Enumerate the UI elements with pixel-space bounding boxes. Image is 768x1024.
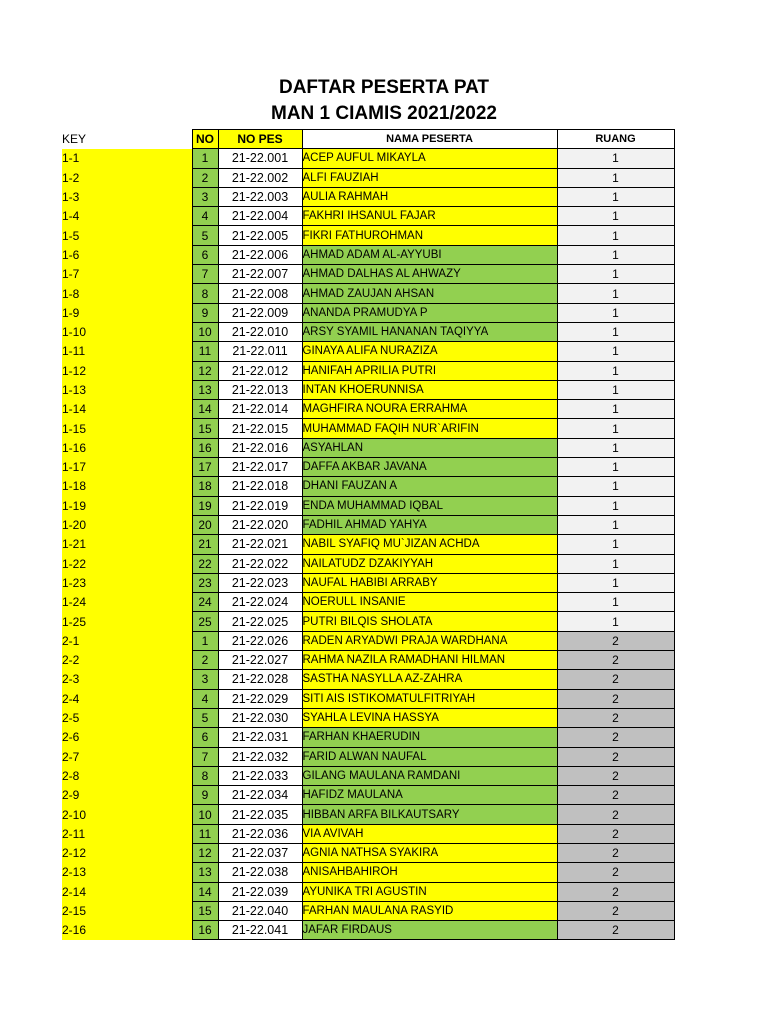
table-row [62,400,674,419]
table-row [62,265,674,284]
key-cell: 1-23 [62,573,192,592]
nama-cell: PUTRI BILQIS SHOLATA [302,612,557,631]
no-pes-cell: 21-22.023 [218,573,302,592]
no-cell: 13 [192,380,218,399]
no-cell: 15 [192,901,218,920]
participant-table [62,129,675,940]
nama-cell: INTAN KHOERUNNISA [302,380,557,399]
no-cell: 7 [192,265,218,284]
table-row [62,689,674,708]
table-row [62,747,674,766]
key-cell: 1-5 [62,226,192,245]
ruang-cell: 1 [557,496,674,515]
key-cell: 2-8 [62,766,192,785]
nama-cell: RAHMA NAZILA RAMADHANI HILMAN [302,651,557,670]
no-pes-cell: 21-22.036 [218,824,302,843]
no-pes-cell: 21-22.040 [218,901,302,920]
nama-cell: NAILATUDZ DZAKIYYAH [302,554,557,573]
ruang-cell: 2 [557,631,674,650]
ruang-cell: 2 [557,901,674,920]
key-cell: 2-16 [62,921,192,940]
ruang-cell: 1 [557,593,674,612]
key-cell: 2-11 [62,824,192,843]
ruang-cell: 1 [557,438,674,457]
nama-cell: NABIL SYAFIQ MU`JIZAN ACHDA [302,535,557,554]
ruang-cell: 1 [557,515,674,534]
no-cell: 6 [192,728,218,747]
key-cell: 1-13 [62,380,192,399]
ruang-cell: 2 [557,651,674,670]
table-row [62,342,674,361]
nama-cell: GINAYA ALIFA NURAZIZA [302,342,557,361]
table-row [62,496,674,515]
key-cell: 2-10 [62,805,192,824]
no-pes-cell: 21-22.033 [218,766,302,785]
table-row [62,824,674,843]
no-pes-cell: 21-22.028 [218,670,302,689]
ruang-cell: 2 [557,921,674,940]
table-row [62,901,674,920]
header-row [62,130,674,149]
ruang-cell: 1 [557,535,674,554]
table-row [62,863,674,882]
no-cell: 7 [192,747,218,766]
nama-cell: SYAHLA LEVINA HASSYA [302,708,557,727]
table-row [62,843,674,862]
table-row [62,477,674,496]
key-cell: 2-3 [62,670,192,689]
page-title: DAFTAR PESERTA PAT [278,77,490,98]
ruang-cell: 1 [557,554,674,573]
no-cell: 1 [192,149,218,168]
no-cell: 8 [192,284,218,303]
no-pes-cell: 21-22.019 [218,496,302,515]
table-row [62,149,674,168]
header-no-pes: NO PES [218,130,302,149]
key-cell: 1-18 [62,477,192,496]
no-cell: 11 [192,824,218,843]
ruang-cell: 2 [557,747,674,766]
ruang-cell: 2 [557,805,674,824]
table-row [62,380,674,399]
table-row [62,631,674,650]
no-pes-cell: 21-22.041 [218,921,302,940]
no-pes-cell: 21-22.013 [218,380,302,399]
table-row [62,419,674,438]
key-cell: 1-9 [62,303,192,322]
no-pes-cell: 21-22.003 [218,187,302,206]
no-pes-cell: 21-22.038 [218,863,302,882]
ruang-cell: 2 [557,786,674,805]
ruang-cell: 1 [557,284,674,303]
no-cell: 22 [192,554,218,573]
key-cell: 2-12 [62,843,192,862]
no-pes-cell: 21-22.008 [218,284,302,303]
no-cell: 10 [192,805,218,824]
table-row [62,766,674,785]
no-pes-cell: 21-22.022 [218,554,302,573]
no-cell: 4 [192,207,218,226]
table-row [62,458,674,477]
nama-cell: ALFI FAUZIAH [302,168,557,187]
no-pes-cell: 21-22.021 [218,535,302,554]
no-pes-cell: 21-22.024 [218,593,302,612]
table-row [62,786,674,805]
nama-cell: FIKRI FATHUROHMAN [302,226,557,245]
no-cell: 14 [192,882,218,901]
no-pes-cell: 21-22.005 [218,226,302,245]
key-cell: 2-1 [62,631,192,650]
nama-cell: ARSY SYAMIL HANANAN TAQIYYA [302,322,557,341]
nama-cell: HIBBAN ARFA BILKAUTSARY [302,805,557,824]
no-cell: 18 [192,477,218,496]
no-pes-cell: 21-22.032 [218,747,302,766]
key-cell: 1-8 [62,284,192,303]
table-row [62,535,674,554]
header-ruang: RUANG [557,130,674,149]
key-cell: 1-14 [62,400,192,419]
header-nama-peserta: NAMA PESERTA [302,130,557,149]
no-cell: 3 [192,187,218,206]
no-pes-cell: 21-22.030 [218,708,302,727]
key-cell: 1-6 [62,245,192,264]
ruang-cell: 1 [557,322,674,341]
nama-cell: FARID ALWAN NAUFAL [302,747,557,766]
no-cell: 6 [192,245,218,264]
no-pes-cell: 21-22.020 [218,515,302,534]
ruang-cell: 2 [557,766,674,785]
ruang-cell: 2 [557,689,674,708]
table-row [62,805,674,824]
ruang-cell: 1 [557,187,674,206]
header-key: KEY [62,132,87,147]
table-row [62,187,674,206]
no-cell: 5 [192,226,218,245]
no-cell: 15 [192,419,218,438]
no-pes-cell: 21-22.006 [218,245,302,264]
no-pes-cell: 21-22.012 [218,361,302,380]
key-cell: 1-16 [62,438,192,457]
ruang-cell: 2 [557,708,674,727]
nama-cell: AHMAD ADAM AL-AYYUBI [302,245,557,264]
key-cell: 1-11 [62,342,192,361]
key-cell: 1-10 [62,322,192,341]
no-pes-cell: 21-22.009 [218,303,302,322]
no-pes-cell: 21-22.004 [218,207,302,226]
no-cell: 16 [192,921,218,940]
no-pes-cell: 21-22.034 [218,786,302,805]
key-cell: 1-24 [62,593,192,612]
key-cell: 1-2 [62,168,192,187]
key-cell: 1-25 [62,612,192,631]
no-cell: 3 [192,670,218,689]
ruang-cell: 1 [557,303,674,322]
nama-cell: NAUFAL HABIBI ARRABY [302,573,557,592]
key-cell: 1-19 [62,496,192,515]
no-cell: 12 [192,361,218,380]
ruang-cell: 1 [557,458,674,477]
key-cell: 2-2 [62,651,192,670]
key-cell: 2-6 [62,728,192,747]
no-pes-cell: 21-22.027 [218,651,302,670]
no-pes-cell: 21-22.025 [218,612,302,631]
nama-cell: SASTHA NASYLLA AZ-ZAHRA [302,670,557,689]
ruang-cell: 1 [557,361,674,380]
no-pes-cell: 21-22.029 [218,689,302,708]
ruang-cell: 1 [557,342,674,361]
nama-cell: FARHAN MAULANA RASYID [302,901,557,920]
ruang-cell: 2 [557,843,674,862]
nama-cell: RADEN ARYADWI PRAJA WARDHANA [302,631,557,650]
table-row [62,670,674,689]
nama-cell: ASYAHLAN [302,438,557,457]
nama-cell: HAFIDZ MAULANA [302,786,557,805]
nama-cell: HANIFAH APRILIA PUTRI [302,361,557,380]
key-cell: 1-4 [62,207,192,226]
no-cell: 2 [192,651,218,670]
key-cell: 1-20 [62,515,192,534]
nama-cell: AHMAD DALHAS AL AHWAZY [302,265,557,284]
ruang-cell: 1 [557,477,674,496]
no-pes-cell: 21-22.037 [218,843,302,862]
nama-cell: SITI AIS ISTIKOMATULFITRIYAH [302,689,557,708]
ruang-cell: 1 [557,226,674,245]
ruang-cell: 1 [557,400,674,419]
table-row [62,593,674,612]
table-row [62,573,674,592]
key-cell: 1-1 [62,149,192,168]
no-cell: 21 [192,535,218,554]
no-cell: 17 [192,458,218,477]
ruang-cell: 1 [557,612,674,631]
nama-cell: VIA AVIVAH [302,824,557,843]
no-cell: 14 [192,400,218,419]
nama-cell: DAFFA AKBAR JAVANA [302,458,557,477]
nama-cell: ENDA MUHAMMAD IQBAL [302,496,557,515]
table-row [62,207,674,226]
table-row [62,284,674,303]
table-row [62,438,674,457]
no-pes-cell: 21-22.015 [218,419,302,438]
ruang-cell: 2 [557,882,674,901]
no-pes-cell: 21-22.007 [218,265,302,284]
no-pes-cell: 21-22.018 [218,477,302,496]
nama-cell: MUHAMMAD FAQIH NUR`ARIFIN [302,419,557,438]
no-pes-cell: 21-22.039 [218,882,302,901]
nama-cell: AYUNIKA TRI AGUSTIN [302,882,557,901]
table-row [62,168,674,187]
key-cell: 1-17 [62,458,192,477]
no-pes-cell: 21-22.026 [218,631,302,650]
no-cell: 19 [192,496,218,515]
key-cell: 1-21 [62,535,192,554]
table-row [62,651,674,670]
nama-cell: GILANG MAULANA RAMDANI [302,766,557,785]
no-cell: 12 [192,843,218,862]
page-subtitle: MAN 1 CIAMIS 2021/2022 [271,103,497,124]
no-cell: 1 [192,631,218,650]
no-pes-cell: 21-22.014 [218,400,302,419]
no-pes-cell: 21-22.011 [218,342,302,361]
no-cell: 11 [192,342,218,361]
no-pes-cell: 21-22.002 [218,168,302,187]
key-cell: 2-13 [62,863,192,882]
key-cell: 1-7 [62,265,192,284]
no-pes-cell: 21-22.017 [218,458,302,477]
nama-cell: ANISAHBAHIROH [302,863,557,882]
ruang-cell: 1 [557,573,674,592]
no-cell: 9 [192,303,218,322]
no-pes-cell: 21-22.001 [218,149,302,168]
table-row [62,554,674,573]
ruang-cell: 2 [557,863,674,882]
nama-cell: FADHIL AHMAD YAHYA [302,515,557,534]
key-cell: 1-3 [62,187,192,206]
no-cell: 9 [192,786,218,805]
table-row [62,728,674,747]
no-cell: 13 [192,863,218,882]
nama-cell: DHANI FAUZAN A [302,477,557,496]
table-row [62,226,674,245]
nama-cell: JAFAR FIRDAUS [302,921,557,940]
key-cell: 1-12 [62,361,192,380]
nama-cell: AHMAD ZAUJAN AHSAN [302,284,557,303]
ruang-cell: 1 [557,207,674,226]
ruang-cell: 1 [557,245,674,264]
table-body [62,149,674,940]
no-cell: 20 [192,515,218,534]
no-cell: 2 [192,168,218,187]
table-row [62,303,674,322]
key-cell: 2-14 [62,882,192,901]
key-cell: 1-22 [62,554,192,573]
key-cell: 2-9 [62,786,192,805]
ruang-cell: 2 [557,824,674,843]
nama-cell: ACEP AUFUL MIKAYLA [302,149,557,168]
table-row [62,921,674,940]
no-pes-cell: 21-22.035 [218,805,302,824]
key-cell: 2-15 [62,901,192,920]
no-pes-cell: 21-22.010 [218,322,302,341]
nama-cell: ANANDA PRAMUDYA P [302,303,557,322]
no-cell: 24 [192,593,218,612]
table-row [62,515,674,534]
ruang-cell: 1 [557,419,674,438]
table-row [62,245,674,264]
key-cell: 2-7 [62,747,192,766]
no-cell: 8 [192,766,218,785]
table-row [62,322,674,341]
nama-cell: NOERULL INSANIE [302,593,557,612]
ruang-cell: 1 [557,380,674,399]
nama-cell: FARHAN KHAERUDIN [302,728,557,747]
no-cell: 5 [192,708,218,727]
key-cell: 2-5 [62,708,192,727]
nama-cell: MAGHFIRA NOURA ERRAHMA [302,400,557,419]
no-cell: 4 [192,689,218,708]
table-row [62,612,674,631]
no-cell: 16 [192,438,218,457]
table-row [62,708,674,727]
no-cell: 10 [192,322,218,341]
ruang-cell: 1 [557,265,674,284]
table-row [62,882,674,901]
no-pes-cell: 21-22.016 [218,438,302,457]
header-no: NO [192,130,218,149]
ruang-cell: 2 [557,728,674,747]
no-cell: 23 [192,573,218,592]
ruang-cell: 2 [557,670,674,689]
nama-cell: AGNIA NATHSA SYAKIRA [302,843,557,862]
ruang-cell: 1 [557,168,674,187]
key-cell: 2-4 [62,689,192,708]
table-row [62,361,674,380]
nama-cell: FAKHRI IHSANUL FAJAR [302,207,557,226]
nama-cell: AULIA RAHMAH [302,187,557,206]
ruang-cell: 1 [557,149,674,168]
no-cell: 25 [192,612,218,631]
no-pes-cell: 21-22.031 [218,728,302,747]
key-cell: 1-15 [62,419,192,438]
